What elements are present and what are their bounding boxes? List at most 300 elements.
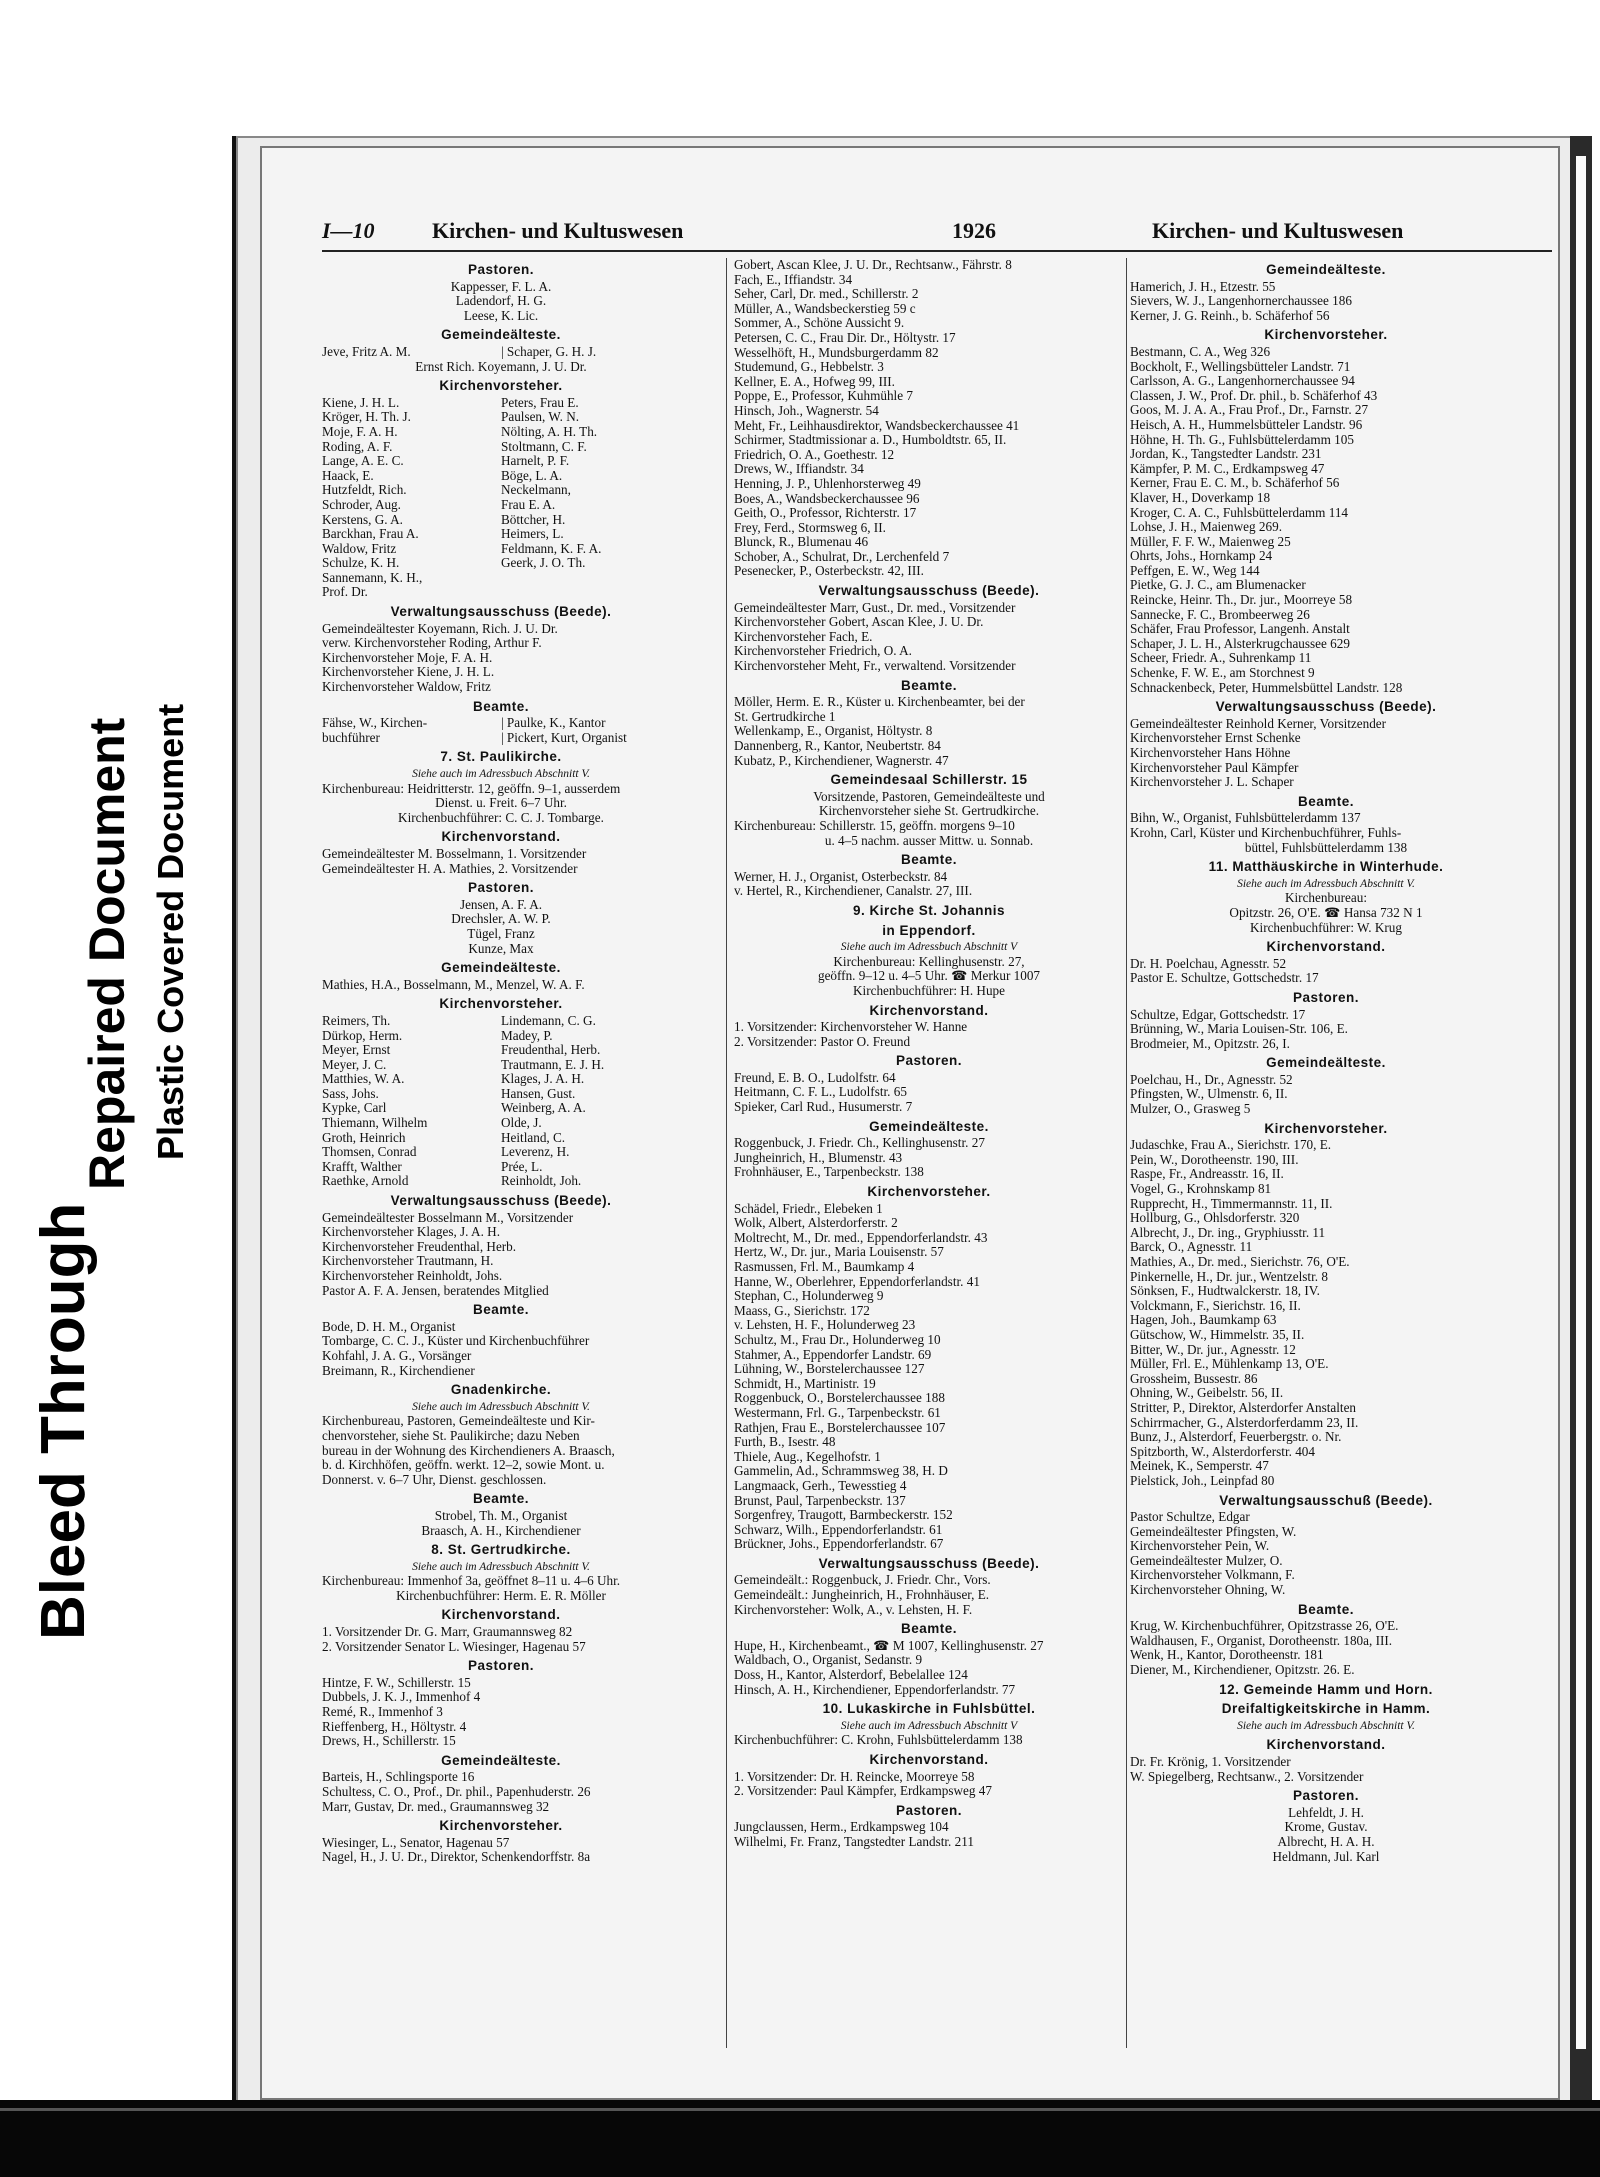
entry-line: Rieffenberg, H., Höltystr. 4: [322, 1719, 467, 1734]
entry-line: Kirchenvorsteher Moje, F. A. H.: [322, 650, 493, 665]
entry-line: Kirchenvorsteher Waldow, Fritz: [322, 680, 491, 695]
entry-line: Nagel, H., J. U. Dr., Direktor, Schenkendorffstr. 8a: [322, 1850, 591, 1865]
section-heading: Gemeindeälteste.: [869, 1118, 989, 1134]
entry-line: Jungheinrich, H., Blumenstr. 43: [734, 1150, 903, 1165]
column-3: [1130, 258, 1522, 2088]
entry-line: Sievers, W. J., Langenhornerchaussee 186: [1130, 294, 1352, 309]
entry-line: Grossheim, Bussestr. 86: [1130, 1371, 1258, 1386]
entry-right: Heitland, C.: [501, 1130, 566, 1145]
entry-line: Kirchenbureau: Heidritterstr. 12, geöffn. 9–1, ausserdem: [322, 781, 621, 796]
section-heading: Gemeindeälteste.: [441, 327, 561, 343]
entry-line: Schultz, M., Frau Dr., Holunderweg 10: [734, 1332, 941, 1347]
entry-line: Studemund, G., Hebbelstr. 3: [734, 360, 884, 375]
entry-line: Doss, H., Kantor, Alsterdorf, Bebelallee 124: [734, 1668, 968, 1683]
entry-line: Thiele, Aug., Kegelhofstr. 1: [734, 1449, 881, 1464]
column-rule: [726, 258, 727, 2048]
entry-line: Pfingsten, W., Ulmenstr. 6, II.: [1130, 1087, 1288, 1102]
entry-pair: [322, 454, 680, 469]
entry-line: Tombarge, C. C. J., Küster und Kirchenbuchführer: [322, 1334, 590, 1349]
section-heading: Gemeindeälteste.: [441, 1752, 561, 1768]
entry-pair: [322, 1174, 680, 1189]
entry-line: Peffgen, E. W., Weg 144: [1130, 563, 1260, 578]
entry-pair: [322, 1043, 680, 1058]
section-heading: Verwaltungsausschuss (Beede).: [818, 1555, 1040, 1571]
entry-line: Bestmann, C. A., Weg 326: [1130, 344, 1271, 359]
entry-line: Wilhelmi, Fr. Franz, Tangstedter Landstr. 211: [734, 1834, 974, 1849]
entry-line: Lohse, J. H., Maienweg 269.: [1130, 520, 1282, 535]
entry-pair: [322, 571, 680, 586]
entry-left: Schulze, K. H.: [322, 556, 400, 571]
section-heading: Beamte.: [900, 677, 958, 693]
entry-line: Sannecke, F. C., Brombeerweg 26: [1130, 607, 1310, 622]
entry-line: Scheer, Friedr. A., Suhrenkamp 11: [1130, 651, 1312, 666]
entry-line: Müller, A., Wandsbeckerstieg 59 c: [734, 301, 916, 316]
section-heading: Pastoren.: [895, 1053, 963, 1069]
entry-line: Meinek, K., Semperstr. 47: [1130, 1459, 1269, 1474]
entry-line: Krome, Gustav.: [1284, 1820, 1368, 1835]
entry-line: Kirchenvorsteher Ernst Schenke: [1130, 731, 1301, 746]
entry-line: Kirchenvorsteher Kiene, J. H. L.: [322, 665, 495, 680]
entry-line: Poelchau, H., Dr., Agnesstr. 52: [1130, 1072, 1293, 1087]
entry-line: Klaver, H., Doverkamp 18: [1130, 490, 1271, 505]
entry-line: Wellenkamp, E., Organist, Höltystr. 8: [734, 724, 933, 739]
entry-line: Stephan, C., Holunderweg 9: [734, 1289, 884, 1304]
entry-left: Krafft, Walther: [322, 1159, 402, 1174]
entry-line: Volckmann, F., Sierichstr. 16, II.: [1130, 1298, 1301, 1313]
entry-line: Dannenberg, R., Kantor, Neubertstr. 84: [734, 739, 941, 753]
entry-line: Jordan, K., Tangstedter Landstr. 231: [1130, 447, 1322, 462]
entry-line: verw. Kirchenvorsteher Roding, Arthur F.: [322, 636, 542, 651]
entry-line: Lühning, W., Borstelerchaussee 127: [734, 1362, 925, 1377]
entry-line: Breimann, R., Kirchendiener: [322, 1363, 475, 1378]
entry-left: Hutzfeldt, Rich.: [322, 483, 407, 498]
entry-line: v. Hertel, R., Kirchendiener, Canalstr. 27, III.: [734, 884, 973, 899]
entry-line: Blunck, R., Blumenau 46: [734, 535, 869, 550]
entry-left: Meyer, Ernst: [322, 1043, 391, 1058]
label-bleed-through: Bleed Through: [29, 1202, 98, 1640]
entry-line: Gemeindeält.: Jungheinrich, H., Frohnhäuser, E.: [734, 1588, 990, 1603]
entry-line: Gemeindeält.: Roggenbuck, J. Friedr. Chr., Vors.: [734, 1573, 991, 1588]
entry-right: Neckelmann,: [501, 483, 571, 498]
entry-line: Poppe, E., Professor, Kuhmühle 7: [734, 389, 913, 404]
entry-line: Kirchenvorsteher Freudenthal, Herb.: [322, 1239, 517, 1254]
entry-pair: [322, 1072, 680, 1087]
entry-line: Tügel, Franz: [467, 926, 535, 941]
section-note: Siehe auch im Adressbuch Abschnitt V.: [412, 1400, 590, 1413]
entry-line: chenvorsteher, siehe St. Paulikirche; dazu Neben: [322, 1428, 580, 1443]
entry-line: Spitzborth, W., Alsterdorferstr. 404: [1130, 1444, 1315, 1459]
section-heading: Beamte.: [900, 1621, 958, 1637]
entry-line: Brückner, Johs., Eppendorferlandstr. 67: [734, 1537, 944, 1552]
entry-line: Brodmeier, M., Opitzstr. 26, I.: [1130, 1036, 1290, 1051]
entry-line: Dubbels, J. K. J., Immenhof 4: [322, 1690, 481, 1705]
entry-pair: [322, 527, 680, 542]
section-heading: Kirchenvorsteher.: [439, 1818, 563, 1834]
entry-right: Leverenz, H.: [501, 1145, 570, 1160]
entry-line: Stritter, P., Direktor, Alsterdorfer Anstalten: [1130, 1400, 1357, 1415]
section-heading: Kirchenvorstand.: [869, 1002, 989, 1018]
column-2: [734, 258, 1124, 2088]
section-heading: Verwaltungsausschuss (Beede).: [818, 583, 1040, 599]
entry-line: Roggenbuck, O., Borstelerchaussee 188: [734, 1391, 945, 1406]
entry-line: Gemeindeältester Pfingsten, W.: [1130, 1524, 1297, 1539]
entry-line: Bitter, W., Dr. jur., Agnesstr. 12: [1130, 1342, 1296, 1357]
entry-left: Sass, Johs.: [322, 1086, 379, 1101]
entry-right: Feldmann, K. F. A.: [501, 541, 602, 556]
entry-right: Stoltmann, C. F.: [501, 439, 587, 454]
entry-line: Roggenbuck, J. Friedr. Ch., Kellinghusenstr. 27: [734, 1136, 985, 1151]
entry-line: Kirchenvorsteher Gobert, Ascan Klee, J. U. Dr.: [734, 615, 984, 630]
entry-line: Bunz, J., Alsterdorf, Feuerbergstr. o. Nr.: [1130, 1430, 1342, 1445]
section-heading: Beamte.: [472, 1491, 530, 1507]
section-heading: Gemeindeälteste.: [441, 960, 561, 976]
entry-pair: [322, 716, 680, 731]
section-heading: Gnadenkirche.: [450, 1382, 552, 1398]
entry-line: Gemeindeältester H. A. Mathies, 2. Vorsitzender: [322, 861, 578, 876]
entry-line: Schober, A., Schulrat, Dr., Lerchenfeld 7: [734, 549, 950, 564]
entry-pair: [322, 513, 680, 528]
entry-line: Albrecht, J., Dr. ing., Gryphiusstr. 11: [1130, 1225, 1326, 1240]
entry-left: Groth, Heinrich: [322, 1130, 406, 1145]
entry-line: Gobert, Ascan Klee, J. U. Dr., Rechtsanw., Fährstr. 8: [734, 258, 1012, 272]
section-heading: Pastoren.: [895, 1802, 963, 1818]
section-heading: Pastoren.: [1292, 1788, 1360, 1804]
entry-right: Lindemann, C. G.: [501, 1013, 596, 1028]
entry-line: Rasmussen, Frl. M., Baumkamp 4: [734, 1260, 915, 1274]
entry-line: Pesenecker, P., Osterbeckstr. 42, III.: [734, 564, 924, 579]
page-paper: [260, 146, 1560, 2100]
entry-line: Kappesser, F. L. A.: [450, 279, 552, 294]
entry-line: Kirchenvorsteher Hans Höhne: [1130, 746, 1291, 760]
entry-line: Boes, A., Wandsbeckerchaussee 96: [734, 491, 920, 506]
entry-right: Böge, L. A.: [501, 468, 563, 483]
entry-pair: [322, 731, 680, 746]
entry-line: Mulzer, O., Grasweg 5: [1130, 1102, 1251, 1117]
entry-left: Schroder, Aug.: [322, 497, 401, 512]
entry-line: Pein, W., Dorotheenstr. 190, III.: [1130, 1152, 1299, 1167]
entry-pair: [322, 556, 680, 571]
entry-left: Kerstens, G. A.: [322, 512, 403, 527]
section-heading: 10. Lukaskirche in Fuhlsbüttel.: [822, 1701, 1036, 1717]
entry-line: Leese, K. Lic.: [463, 308, 539, 323]
entry-pair: [322, 542, 680, 557]
entry-line: Dienst. u. Freit. 6–7 Uhr.: [435, 796, 567, 811]
entry-line: b. d. Kirchhöfen, geöffn. werkt. 12–2, sowie Mont. u.: [322, 1458, 605, 1473]
entry-right: Trautmann, E. J. H.: [501, 1057, 605, 1072]
entry-line: Kirchenbureau, Pastoren, Gemeindeälteste und Kir-: [322, 1414, 595, 1429]
entry-left: Thomsen, Conrad: [322, 1145, 417, 1160]
entry-line: Brünning, W., Maria Louisen-Str. 106, E.: [1130, 1022, 1348, 1037]
entry-line: Kirchenbuchführer: H. Hupe: [853, 983, 1005, 998]
entry-line: Werner, H. J., Organist, Osterbeckstr. 84: [734, 869, 948, 884]
section-heading: Beamte.: [472, 1302, 530, 1318]
entry-line: Pastor A. F. A. Jensen, beratendes Mitglied: [322, 1283, 549, 1298]
entry-line: Kirchenvorsteher Reinholdt, Johs.: [322, 1269, 503, 1283]
entry-line: Mathies, H.A., Bosselmann, M., Menzel, W. A. F.: [322, 977, 585, 992]
entry-line: Kirchenvorsteher Trautmann, H.: [322, 1254, 494, 1269]
section-heading: 9. Kirche St. Johannis: [852, 902, 1006, 918]
archive-labels: [0, 0, 230, 1700]
entry-line: Krohn, Carl, Küster und Kirchenbuchführer, Fuhls-: [1130, 825, 1402, 840]
entry-line: Kirchenbureau: Immenhof 3a, geöffnet 8–11 u. 4–6 Uhr.: [322, 1574, 621, 1589]
entry-line: Brunst, Paul, Tarpenbeckstr. 137: [734, 1493, 906, 1508]
entry-line: Jensen, A. F. A.: [459, 897, 543, 912]
section-heading: 7. St. Paulikirche.: [440, 749, 562, 765]
entry-line: geöffn. 9–12 u. 4–5 Uhr. ☎ Merkur 1007: [817, 969, 1041, 984]
entry-left: Kiene, J. H. L.: [322, 395, 400, 410]
section-heading: Kirchenvorstand.: [441, 1607, 561, 1623]
entry-line: Carlsson, A. G., Langenhornerchaussee 94: [1130, 374, 1355, 389]
entry-line: Seher, Carl, Dr. med., Schillerstr. 2: [734, 287, 919, 302]
entry-pair: [322, 345, 680, 360]
entry-line: Schäfer, Frau Professor, Langenh. Anstalt: [1130, 622, 1350, 637]
entry-left: Jeve, Fritz A. M.: [322, 344, 411, 359]
section-note: Siehe auch im Adressbuch Abschnitt V: [840, 1719, 1018, 1732]
entry-pair: [322, 410, 680, 425]
entry-line: u. 4–5 nachm. ausser Mittw. u. Sonnab.: [824, 833, 1034, 848]
entry-right: Heimers, L.: [501, 527, 564, 542]
entry-right: Nölting, A. H. Th.: [501, 424, 598, 439]
entry-line: Barteis, H., Schlingsporte 16: [322, 1770, 475, 1785]
entry-line: Maass, G., Sierichstr. 172: [734, 1303, 870, 1318]
entry-line: Drews, W., Iffiandstr. 34: [734, 462, 864, 477]
entry-line: Gemeindeältester M. Bosselmann, 1. Vorsitzender: [322, 846, 587, 861]
entry-line: Kirchenvorsteher Ohning, W.: [1130, 1583, 1286, 1598]
entry-line: Barck, O., Agnesstr. 11: [1130, 1240, 1253, 1255]
section-heading: Beamte.: [1297, 1601, 1355, 1617]
entry-line: Gemeindeältester Bosselmann M., Vorsitzender: [322, 1210, 574, 1225]
entry-pair: [322, 498, 680, 513]
entry-line: Bihn, W., Organist, Fuhlsbüttelerdamm 137: [1130, 811, 1361, 826]
section-heading: 8. St. Gertrudkirche.: [431, 1542, 571, 1558]
entry-line: bureau in der Wohnung des Kirchendieners A. Braasch,: [322, 1443, 615, 1458]
column-rule: [1126, 258, 1127, 2048]
entry-line: Remé, R., Immenhof 3: [322, 1705, 443, 1720]
section-note: Siehe auch im Adressbuch Abschnitt V.: [1237, 877, 1415, 890]
entry-line: Drews, H., Schillerstr. 15: [322, 1734, 456, 1749]
label-plastic-covered: Plastic Covered Document: [150, 703, 191, 1160]
entry-right: Reinholdt, Joh.: [501, 1174, 582, 1189]
entry-line: Schirmer, Stadtmissionar a. D., Humboldtstr. 65, II.: [734, 433, 1007, 448]
page-right-edge: [1570, 136, 1592, 2108]
section-heading: Verwaltungsausschuss (Beede).: [390, 1193, 612, 1209]
entry-right: Hansen, Gust.: [501, 1086, 576, 1101]
entry-line: Hagen, Joh., Baumkamp 63: [1130, 1313, 1277, 1328]
entry-line: Pielstick, Joh., Leinpfad 80: [1130, 1473, 1275, 1488]
entry-right: | Schaper, G. H. J.: [501, 344, 597, 359]
entry-right: Geerk, J. O. Th.: [501, 556, 586, 571]
entry-line: Diener, M., Kirchendiener, Opitzstr. 26. E.: [1130, 1663, 1355, 1678]
section-heading: Dreifaltigkeitskirche in Hamm.: [1221, 1701, 1431, 1717]
entry-line: Gemeindeältester Reinhold Kerner, Vorsitzender: [1130, 716, 1387, 731]
entry-line: Gütschow, W., Himmelstr. 35, II.: [1130, 1327, 1305, 1342]
section-heading: Kirchenvorstand.: [869, 1752, 989, 1767]
entry-right: Freudenthal, Herb.: [501, 1043, 601, 1058]
entry-line: Schultze, Edgar, Gottschedstr. 17: [1130, 1007, 1306, 1022]
entry-line: St. Gertrudkirche 1: [734, 709, 836, 724]
entry-left: Sannemann, K. H.,: [322, 570, 423, 585]
entry-pair: [322, 1145, 680, 1160]
entry-line: Heisch, A. H., Hummelsbütteler Landstr. 96: [1130, 417, 1363, 432]
section-heading: Gemeindeälteste.: [1266, 1055, 1386, 1071]
section-heading: 11. Matthäuskirche in Winterhude.: [1208, 859, 1444, 875]
entry-left: buchführer: [322, 730, 380, 745]
entry-line: Freund, E. B. O., Ludolfstr. 64: [734, 1070, 896, 1085]
entry-right: Prée, L.: [501, 1159, 543, 1174]
entry-line: Kirchenbureau: Schillerstr. 15, geöffn. morgens 9–10: [734, 818, 1015, 833]
entry-line: Petersen, C. C., Frau Dir. Dr., Höltystr. 17: [734, 330, 956, 345]
entry-line: Höhne, H. Th. G., Fuhlsbüttelerdamm 105: [1130, 432, 1354, 447]
entry-line: Drechsler, A. W. P.: [451, 912, 551, 927]
entry-line: Goos, M. J. A. A., Frau Prof., Dr., Farnstr. 27: [1130, 403, 1369, 418]
running-head-year: 1926: [952, 218, 996, 243]
entry-line: Müller, F. F. W., Maienweg 25: [1130, 534, 1291, 549]
entry-line: Albrecht, H. A. H.: [1277, 1834, 1375, 1849]
entry-line: Geith, O., Professor, Richterstr. 17: [734, 506, 917, 521]
section-heading: 12. Gemeinde Hamm und Horn.: [1219, 1681, 1433, 1697]
entry-line: Kirchenbureau: Kellinghusenstr. 27,: [833, 954, 1025, 969]
entry-line: Pastor Schultze, Edgar: [1130, 1510, 1250, 1525]
entry-left: Moje, F. A. H.: [322, 424, 398, 439]
entry-line: 1. Vorsitzender: Dr. H. Reincke, Moorreye 58: [734, 1769, 975, 1784]
running-head: [322, 210, 1552, 252]
label-repaired-document: Repaired Document: [79, 717, 135, 1190]
entry-right: | Pickert, Kurt, Organist: [501, 730, 627, 745]
section-heading: Verwaltungsausschuss (Beede).: [1215, 699, 1437, 715]
entry-line: Krug, W. Kirchenbuchführer, Opitzstrasse 26, O'E.: [1130, 1619, 1399, 1634]
entry-pair: [322, 1087, 680, 1102]
entry-line: Kirchenvorsteher Paul Kämpfer: [1130, 760, 1299, 775]
entry-line: Mathies, A., Dr. med., Sierichstr. 76, O'E.: [1130, 1255, 1350, 1269]
entry-line: Bode, D. H. M., Organist: [322, 1319, 456, 1334]
entry-pair: [322, 1116, 680, 1131]
entry-left: Kypke, Carl: [322, 1101, 387, 1116]
entry-line: Classen, J. W., Prof. Dr. phil., b. Schäferhof 43: [1130, 388, 1378, 403]
entry-left: Kröger, H. Th. J.: [322, 410, 411, 425]
entry-line: Strobel, Th. M., Organist: [434, 1508, 568, 1523]
entry-line: büttel, Fuhlsbüttelerdamm 138: [1244, 840, 1408, 855]
entry-line: Dr. Fr. Krönig, 1. Vorsitzender: [1130, 1755, 1291, 1769]
entry-line: Schultess, C. O., Prof., Dr. phil., Papenhuderstr. 26: [322, 1785, 591, 1799]
entry-line: Kirchenbuchführer: C. C. J. Tombarge.: [398, 810, 604, 825]
entry-right: Böttcher, H.: [501, 512, 566, 527]
section-heading: Pastoren.: [467, 262, 535, 277]
entry-pair: [322, 469, 680, 484]
entry-line: v. Lehsten, H. F., Holunderweg 23: [734, 1318, 916, 1333]
entry-line: Gemeindeältester Mulzer, O.: [1130, 1553, 1283, 1568]
running-head-left: Kirchen- und Kultuswesen: [432, 218, 684, 243]
section-heading: Pastoren.: [467, 1658, 535, 1674]
entry-line: Kirchenvorsteher Fach, E.: [734, 629, 873, 644]
section-note: Siehe auch im Adressbuch Abschnitt V.: [1237, 1719, 1415, 1732]
entry-line: Kunze, Max: [468, 941, 534, 956]
section-heading: Kirchenvorstand.: [1266, 939, 1386, 955]
entry-line: Pastor E. Schultze, Gottschedstr. 17: [1130, 971, 1319, 986]
entry-line: 1. Vorsitzender Dr. G. Marr, Graumannsweg 82: [322, 1625, 573, 1640]
entry-right: Frau E. A.: [501, 497, 556, 512]
entry-line: Kirchenvorsteher: Wolk, A., v. Lehsten, H. F.: [734, 1602, 973, 1617]
entry-right: [501, 571, 680, 586]
entry-line: Wenk, H., Kantor, Dorotheenstr. 181: [1130, 1648, 1324, 1663]
entry-line: Donnerst. v. 6–7 Uhr, Dienst. geschlossen.: [322, 1472, 547, 1487]
entry-line: Hinsch, Joh., Wagnerstr. 54: [734, 403, 879, 418]
entry-line: Sorgenfrey, Traugott, Barmbeckerstr. 152: [734, 1508, 953, 1523]
entry-line: Stahmer, A., Eppendorfer Landstr. 69: [734, 1347, 932, 1362]
entry-line: Schirrmacher, G., Alsterdorferdamm 23, II.: [1130, 1415, 1359, 1430]
entry-line: Ernst Rich. Koyemann, J. U. Dr.: [415, 359, 587, 374]
entry-pair: [322, 1029, 680, 1044]
entry-line: 2. Vorsitzender Senator L. Wiesinger, Hagenau 57: [322, 1639, 586, 1654]
entry-line: Hinsch, A. H., Kirchendiener, Eppendorferlandstr. 77: [734, 1682, 1016, 1697]
entry-line: Hamerich, J. H., Etzestr. 55: [1130, 279, 1276, 294]
section-heading: Gemeindesaal Schillerstr. 15: [830, 772, 1028, 788]
entry-line: Kubatz, P., Kirchendiener, Wagnerstr. 47: [734, 753, 949, 768]
section-heading: Kirchenvorsteher.: [867, 1184, 991, 1200]
entry-line: Gemeindeältester Koyemann, Rich. J. U. Dr.: [322, 621, 558, 636]
entry-line: Müller, Frl. E., Mühlenkamp 13, O'E.: [1130, 1357, 1329, 1372]
section-heading: Beamte.: [900, 852, 958, 868]
entry-line: Ladendorf, H. G.: [455, 294, 547, 309]
entry-line: Kellner, E. A., Hofweg 99, III.: [734, 374, 895, 389]
entry-line: Kirchenvorsteher Friedrich, O. A.: [734, 644, 912, 659]
section-note: Siehe auch im Adressbuch Abschnitt V.: [412, 768, 590, 780]
entry-line: Lehfeldt, J. H.: [1288, 1805, 1364, 1820]
entry-line: Kroger, C. A. C., Fuhlsbüttelerdamm 114: [1130, 505, 1349, 520]
entry-line: Braasch, A. H., Kirchendiener: [421, 1523, 581, 1538]
entry-left: Fähse, W., Kirchen-: [322, 716, 428, 731]
entry-left: Prof. Dr.: [322, 585, 368, 600]
section-note: Siehe auch im Adressbuch Abschnitt V.: [412, 1560, 590, 1573]
entry-line: Kerner, J. G. Reinh., b. Schäferhof 56: [1130, 308, 1330, 323]
scan-bottom-edge: [0, 2100, 1600, 2177]
entry-line: Wesselhöft, H., Mundsburgerdamm 82: [734, 345, 939, 360]
entry-line: Kirchenvorsteher siehe St. Gertrudkirche.: [818, 804, 1040, 819]
entry-pair: [322, 585, 680, 600]
entry-line: Kirchenvorsteher Meht, Fr., verwaltend. Vorsitzender: [734, 659, 1016, 674]
page-number: I—10: [322, 218, 375, 243]
entry-line: Sönksen, F., Hudtwalckerstr. 18, IV.: [1130, 1284, 1320, 1299]
section-heading: in Eppendorf.: [882, 922, 976, 938]
entry-left: Dürkop, Herm.: [322, 1028, 403, 1043]
entry-line: Kirchenbuchführer: W. Krug: [1250, 920, 1402, 935]
entry-line: Kirchenbuchführer: Herm. E. R. Möller: [396, 1588, 606, 1603]
section-heading: Kirchenvorsteher.: [1264, 1120, 1388, 1136]
entry-line: Judaschke, Frau A., Sierichstr. 170, E.: [1130, 1138, 1332, 1153]
entry-line: Raspe, Fr., Andreasstr. 16, II.: [1130, 1167, 1284, 1182]
section-heading: Beamte.: [472, 698, 530, 714]
entry-line: Marr, Gustav, Dr. med., Graumannsweg 32: [322, 1799, 550, 1814]
entry-line: Schmidt, H., Martinistr. 19: [734, 1376, 876, 1391]
section-heading: Kirchenvorsteher.: [439, 378, 563, 394]
entry-line: Henning, J. P., Uhlenhorsterweg 49: [734, 476, 921, 491]
entry-line: Reincke, Heinr. Th., Dr. jur., Moorreye 58: [1130, 593, 1353, 608]
section-heading: Kirchenvorstand.: [441, 829, 561, 845]
section-heading: Verwaltungsausschuss (Beede).: [390, 604, 612, 620]
entry-right: Peters, Frau E.: [501, 395, 579, 410]
entry-left: Thiemann, Wilhelm: [322, 1116, 428, 1131]
section-heading: Kirchenvorsteher.: [1264, 327, 1388, 343]
entry-left: Haack, E.: [322, 468, 374, 483]
column-1: [322, 258, 680, 2088]
entry-line: Kirchenvorsteher J. L. Schaper: [1130, 775, 1294, 790]
entry-pair: [322, 425, 680, 440]
entry-line: W. Spiegelberg, Rechtsanw., 2. Vorsitzender: [1130, 1769, 1364, 1784]
entry-line: Kämpfer, P. M. C., Erdkampsweg 47: [1130, 461, 1325, 476]
entry-line: Rupprecht, H., Timmermannstr. 11, II.: [1130, 1196, 1333, 1211]
entry-line: Ohning, W., Geibelstr. 56, II.: [1130, 1386, 1284, 1401]
scanned-page: [232, 136, 1592, 2108]
entry-line: Spieker, Carl Rud., Husumerstr. 7: [734, 1100, 913, 1115]
